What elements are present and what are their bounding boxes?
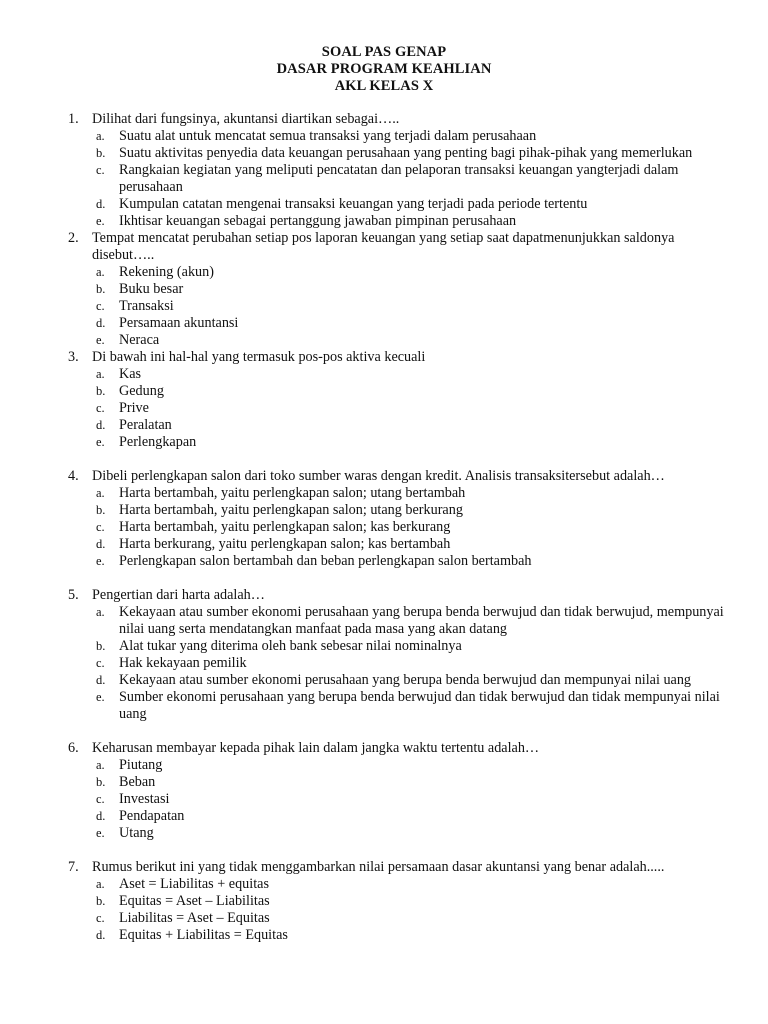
answer-option [68,791,728,808]
question-number: 6. [68,740,79,756]
answer-option [68,264,728,281]
option-text: Harta bertambah, yaitu perlengkapan salon; utang berkurang [119,502,463,518]
option-letter: e. [96,214,105,228]
question-text: Di bawah ini hal-hal yang termasuk pos-pos aktiva kecuali [92,349,426,365]
answer-option [68,876,728,893]
option-text: Alat tukar yang diterima oleh bank sebesar nilai nominalnya [119,638,462,654]
option-letter: c. [96,401,105,415]
question-3 [68,349,728,451]
option-text: Persamaan akuntansi [119,315,239,331]
answer-option [68,536,728,553]
option-letter: e. [96,690,105,704]
option-text: Ikhtisar keuangan sebagai pertanggung jawaban pimpinan perusahaan [119,213,517,229]
option-text: Neraca [119,332,160,348]
answer-option [68,825,728,842]
option-text: Equitas = Aset – Liabilitas [119,893,270,909]
answer-option [68,400,728,417]
option-letter: a. [96,129,105,143]
question-2 [68,230,728,349]
option-letter: b. [96,282,106,296]
option-text: Perlengkapan salon bertambah dan beban perlengkapan salon bertambah [119,553,532,569]
option-text: Harta berkurang, yaitu perlengkapan salon; kas bertambah [119,536,451,552]
option-text: Kumpulan catatan mengenai transaksi keuangan yang terjadi pada periode tertentu [119,196,588,212]
option-letter: b. [96,775,106,789]
option-letter: a. [96,877,105,891]
option-text: Rekening (akun) [119,264,214,280]
answer-option [68,128,728,145]
option-letter: c. [96,299,105,313]
option-text: Transaksi [119,298,174,314]
option-text: Kekayaan atau sumber ekonomi perusahaan yang berupa benda berwujud dan tidak berwujud, mempunyai nilai uang serta mendatangkan manfaat pada masa yang akan datang [119,604,724,637]
option-letter: d. [96,197,106,211]
option-text: Suatu aktivitas penyedia data keuangan perusahaan yang penting bagi pihak-pihak yang memerlukan [119,145,693,161]
answer-option [68,485,728,502]
option-text: Piutang [119,757,163,773]
option-text: Hak kekayaan pemilik [119,655,247,671]
answer-option [68,298,728,315]
question-number: 1. [68,111,79,127]
header-class: AKL KELAS X [334,78,434,94]
answer-option [68,434,728,451]
answer-option [68,196,728,213]
option-text: Liabilitas = Aset – Equitas [119,910,270,926]
question-5 [68,587,728,723]
option-letter: c. [96,792,105,806]
question-number: 3. [68,349,79,365]
answer-option [68,638,728,655]
option-text: Rangkaian kegiatan yang meliputi pencatatan dan pelaporan transaksi keuangan yangterjadi dalam perusahaan [119,162,679,195]
option-letter: d. [96,537,106,551]
option-letter: a. [96,758,105,772]
answer-option [68,315,728,332]
answer-option [68,808,728,825]
answer-option [68,162,728,196]
question-text: Keharusan membayar kepada pihak lain dalam jangka waktu tertentu adalah… [92,740,540,756]
option-letter: a. [96,605,105,619]
option-letter: c. [96,911,105,925]
question-1 [68,111,728,230]
answer-option [68,757,728,774]
answer-option [68,281,728,298]
question-list [68,111,728,944]
question-number: 4. [68,468,79,484]
option-text: Harta bertambah, yaitu perlengkapan salon; utang bertambah [119,485,466,501]
question-text: Tempat mencatat perubahan setiap pos laporan keuangan yang setiap saat dapatmenunjukkan saldonya disebut….. [92,230,675,263]
option-text: Gedung [119,383,164,399]
answer-option [68,689,728,723]
option-letter: d. [96,316,106,330]
option-text: Aset = Liabilitas + equitas [119,876,269,892]
question-6 [68,740,728,842]
option-text: Kas [119,366,142,382]
header-subtitle: DASAR PROGRAM KEAHLIAN [276,61,492,77]
option-text: Utang [119,825,154,841]
question-number: 5. [68,587,79,603]
answer-option [68,927,728,944]
answer-option [68,672,728,689]
answer-option [68,213,728,230]
answer-option [68,332,728,349]
option-letter: d. [96,673,106,687]
option-text: Suatu alat untuk mencatat semua transaksi yang terjadi dalam perusahaan [119,128,537,144]
option-text: Sumber ekonomi perusahaan yang berupa benda berwujud dan tidak berwujud dan tidak mempunyai nilai uang [119,689,720,722]
option-letter: c. [96,520,105,534]
option-letter: e. [96,826,105,840]
answer-option [68,502,728,519]
option-text: Harta bertambah, yaitu perlengkapan salon; kas berkurang [119,519,451,535]
answer-option [68,417,728,434]
answer-option [68,519,728,536]
option-letter: a. [96,486,105,500]
question-number: 2. [68,230,79,246]
question-number: 7. [68,859,79,875]
answer-option [68,604,728,638]
header-title: SOAL PAS GENAP [321,44,447,60]
option-letter: c. [96,656,105,670]
option-text: Kekayaan atau sumber ekonomi perusahaan yang berupa benda berwujud dan mempunyai nilai uang [119,672,692,688]
option-text: Peralatan [119,417,172,433]
option-letter: b. [96,146,106,160]
answer-option [68,655,728,672]
option-text: Perlengkapan [119,434,197,450]
option-letter: d. [96,928,106,942]
option-letter: e. [96,435,105,449]
option-letter: e. [96,333,105,347]
answer-option [68,383,728,400]
option-letter: c. [96,163,105,177]
answer-option [68,366,728,383]
answer-option [68,893,728,910]
option-letter: e. [96,554,105,568]
answer-option [68,145,728,162]
option-text: Investasi [119,791,170,807]
option-text: Equitas + Liabilitas = Equitas [119,927,288,943]
option-text: Buku besar [119,281,184,297]
option-text: Pendapatan [119,808,185,824]
option-text: Prive [119,400,149,416]
answer-option [68,910,728,927]
option-letter: b. [96,639,106,653]
option-letter: b. [96,384,106,398]
option-text: Beban [119,774,156,790]
question-text: Rumus berikut ini yang tidak menggambarkan nilai persamaan dasar akuntansi yang benar adalah..... [92,859,665,875]
answer-option [68,774,728,791]
question-7 [68,859,728,944]
option-letter: a. [96,367,105,381]
option-letter: a. [96,265,105,279]
option-letter: b. [96,894,106,908]
option-letter: d. [96,418,106,432]
question-text: Pengertian dari harta adalah… [92,587,265,603]
question-4 [68,468,728,570]
question-text: Dilihat dari fungsinya, akuntansi diartikan sebagai….. [92,111,400,127]
answer-option [68,553,728,570]
question-text: Dibeli perlengkapan salon dari toko sumber waras dengan kredit. Analisis transaksitersebut adalah… [92,468,665,484]
option-letter: b. [96,503,106,517]
document-header [0,44,768,95]
option-letter: d. [96,809,106,823]
